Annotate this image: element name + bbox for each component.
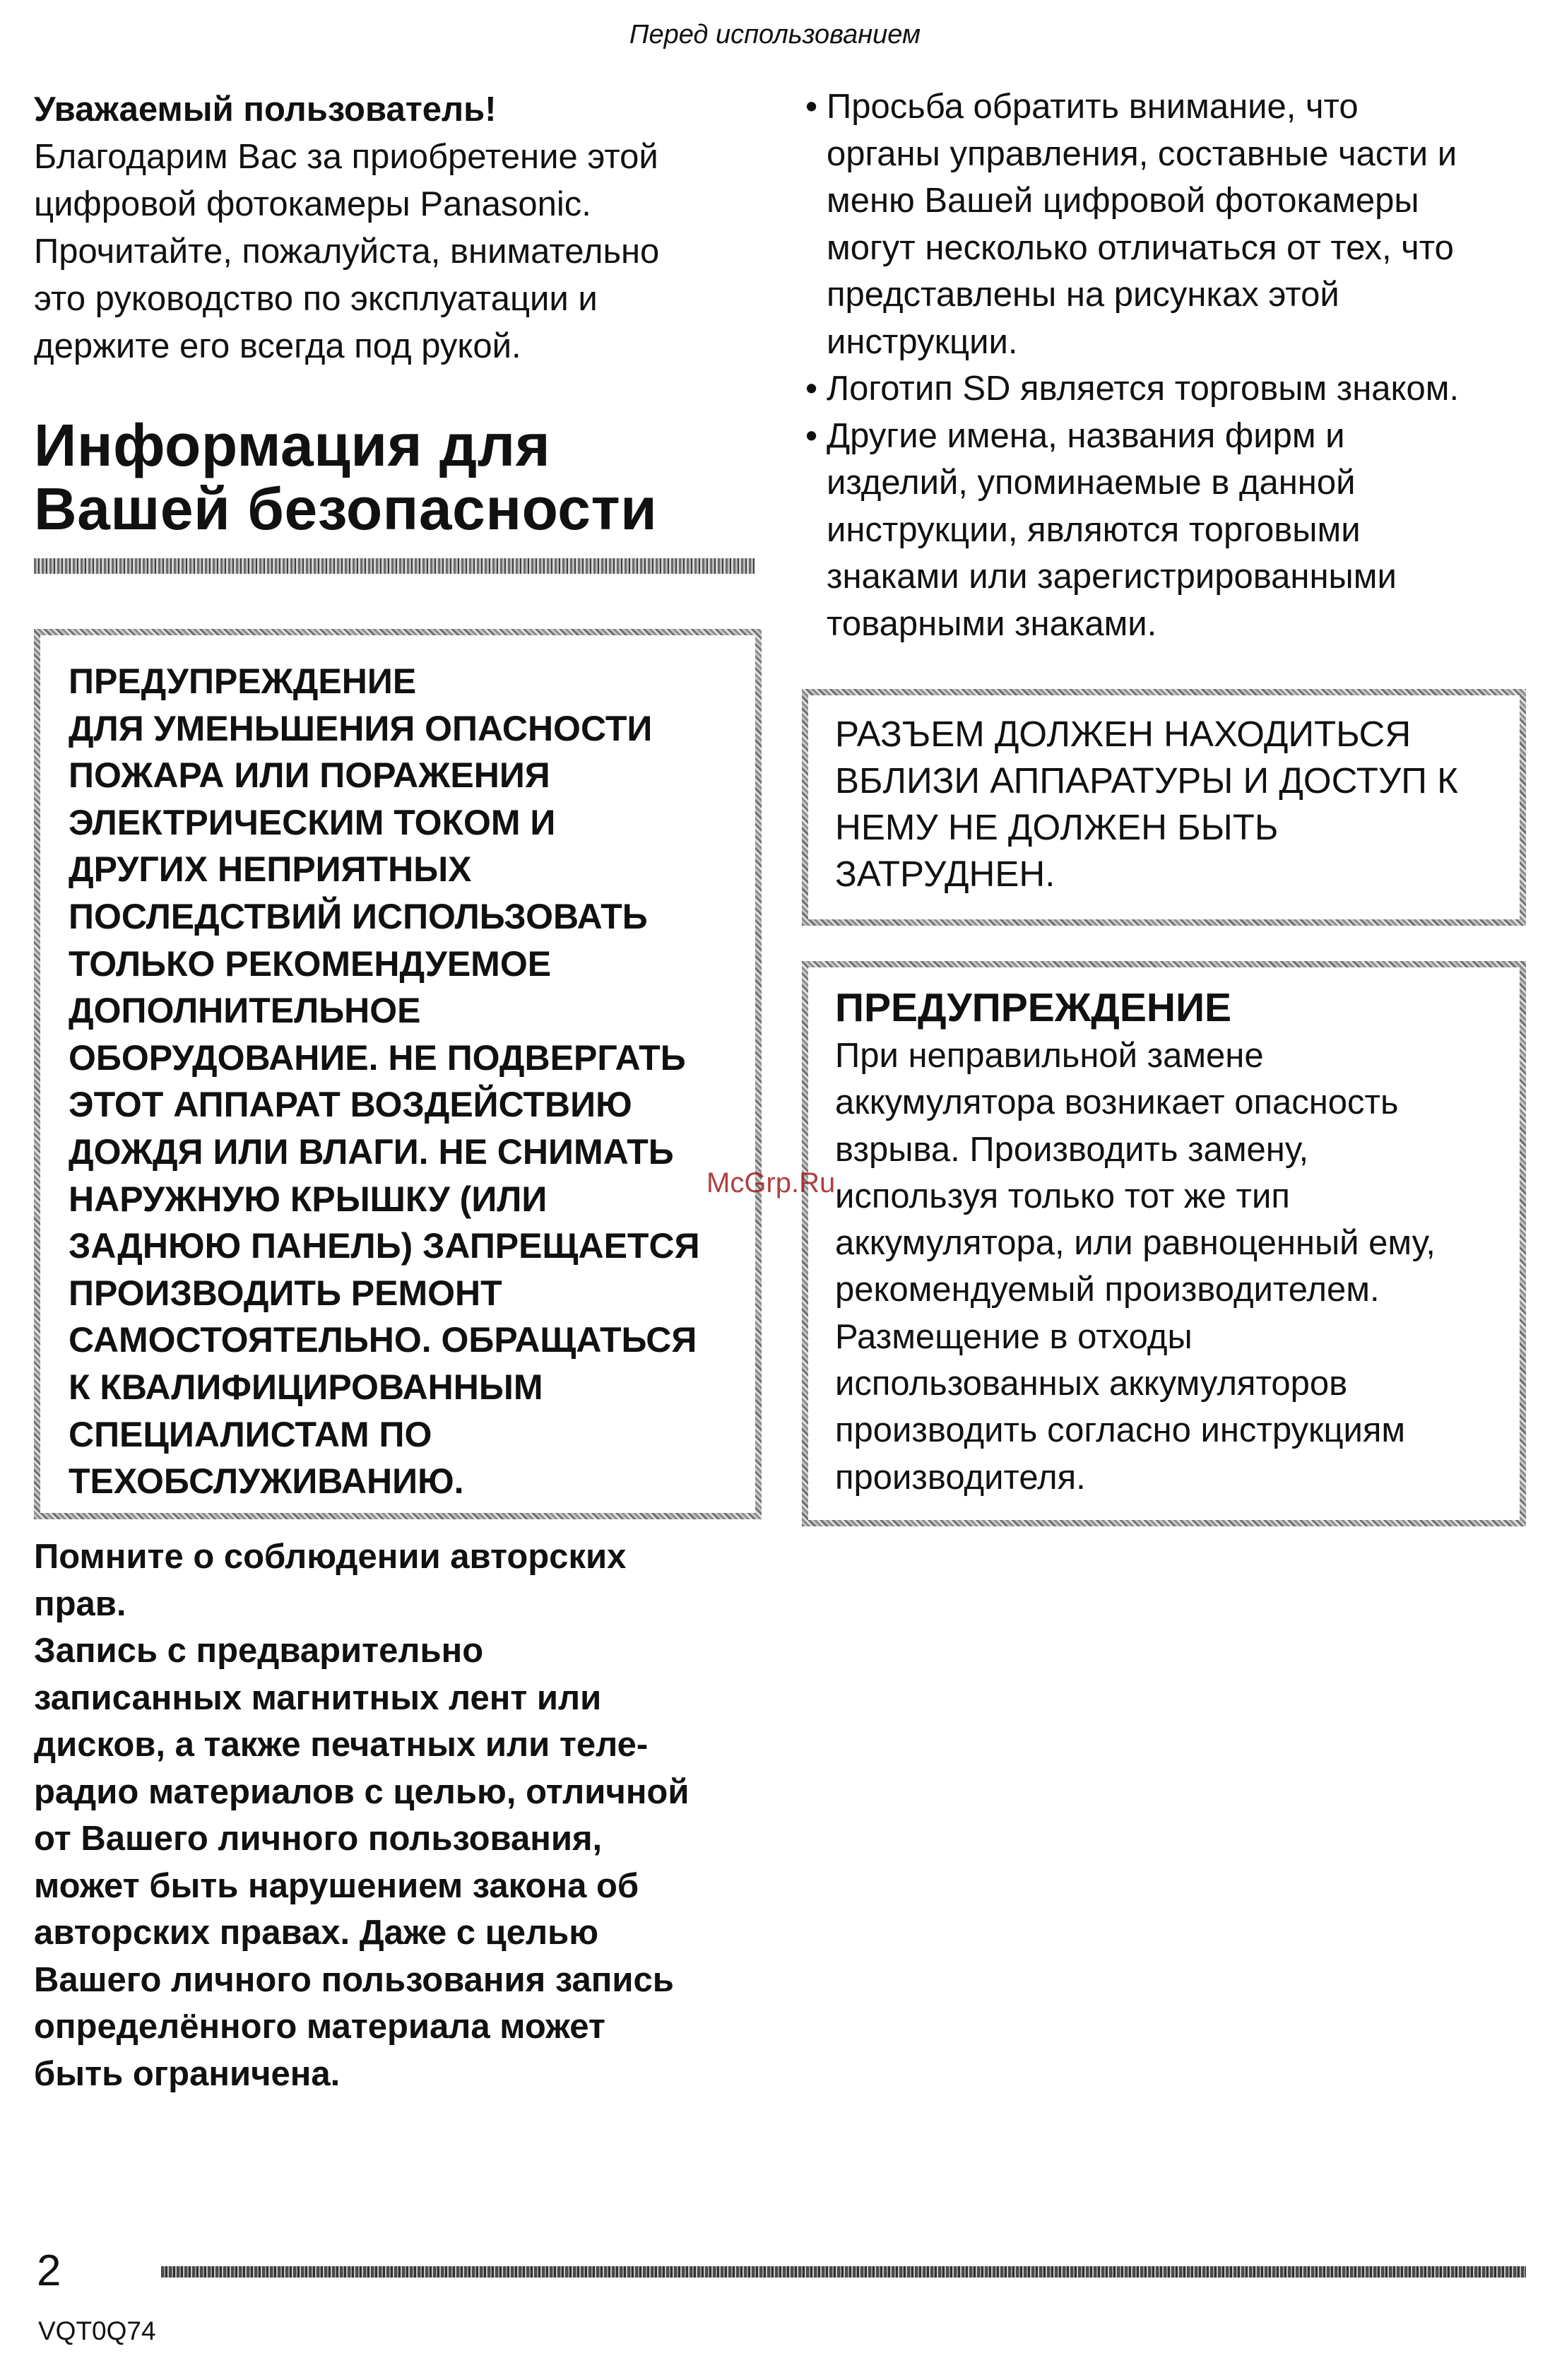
- battery-warning-box: [802, 961, 1526, 1526]
- greeting-line: Благодарим Вас за приобретение этой: [34, 138, 658, 176]
- socket-notice-box: [802, 689, 1526, 926]
- socket-line: ВБЛИЗИ АППАРАТУРЫ И ДОСТУП К: [835, 760, 1458, 801]
- note-line: представлены на рисунках этой: [827, 276, 1339, 314]
- battery-line: аккумулятора, или равноценный ему,: [835, 1224, 1436, 1263]
- bullet-icon: •: [805, 370, 818, 408]
- copyright-line: быть ограничена.: [34, 2054, 341, 2093]
- note-line: могут несколько отличаться от тех, что: [827, 228, 1454, 267]
- model-code: VQT0Q74: [38, 2316, 156, 2345]
- warning-line: ЭЛЕКТРИЧЕСКИМ ТОКОМ И: [69, 802, 556, 842]
- copyright-line: Вашего личного пользования запись: [34, 1960, 674, 1999]
- battery-line: аккумулятора возникает опасность: [835, 1083, 1399, 1122]
- warning-line: ОБОРУДОВАНИЕ. НЕ ПОДВЕРГАТЬ: [69, 1037, 686, 1078]
- socket-line: НЕМУ НЕ ДОЛЖЕН БЫТЬ: [835, 807, 1279, 847]
- copyright-line: Помните о соблюдении авторских: [34, 1538, 627, 1576]
- warning-line: ПОЖАРА ИЛИ ПОРАЖЕНИЯ: [69, 755, 550, 796]
- list-item: [805, 83, 1519, 365]
- battery-warning-text: [835, 1032, 1493, 1501]
- greeting-salutation: Уважаемый пользователь!: [34, 90, 497, 129]
- battery-line: используя только тот же тип: [835, 1177, 1290, 1215]
- note-line: Другие имена, названия фирм и: [827, 416, 1345, 455]
- copyright-line: дисков, а также печатных или теле-: [34, 1726, 649, 1764]
- warning-line: САМОСТОЯТЕЛЬНО. ОБРАЩАТЬСЯ: [69, 1320, 697, 1360]
- note-line: меню Вашей цифровой фотокамеры: [827, 182, 1419, 220]
- copyright-line: Запись с предварительно: [34, 1632, 484, 1670]
- battery-line: производителя.: [835, 1458, 1086, 1497]
- note-line: изделий, упоминаемые в данной: [827, 464, 1356, 502]
- battery-line: При неправильной замене: [835, 1037, 1264, 1075]
- warning-line: ДОЖДЯ ИЛИ ВЛАГИ. НЕ СНИМАТЬ: [69, 1131, 674, 1172]
- warning-line: НАРУЖНУЮ КРЫШКУ (ИЛИ: [69, 1179, 548, 1219]
- battery-line: производить согласно инструкциям: [835, 1411, 1406, 1450]
- bullet-icon: •: [805, 88, 818, 126]
- socket-text: [835, 711, 1493, 897]
- copyright-line: записанных магнитных лент или: [34, 1678, 602, 1717]
- note-line: инструкции.: [827, 322, 1018, 361]
- warning-line: ЭТОТ АППАРАТ ВОЗДЕЙСТВИЮ: [69, 1085, 632, 1125]
- copyright-line: определённого материала может: [34, 2008, 605, 2046]
- socket-line: ЗАТРУДНЕН.: [835, 854, 1055, 894]
- bullet-icon: •: [805, 416, 818, 455]
- copyright-line: от Вашего личного пользования,: [34, 1820, 603, 1858]
- greeting-line: Прочитайте, пожалуйста, внимательно: [34, 232, 660, 271]
- warning-line: ПРОИЗВОДИТЬ РЕМОНТ: [69, 1273, 502, 1313]
- battery-line: Размещение в отходы: [835, 1317, 1193, 1356]
- battery-line: взрыва. Производить замену,: [835, 1130, 1309, 1169]
- battery-warning-title: ПРЕДУПРЕЖДЕНИЕ: [835, 985, 1232, 1030]
- running-header: Перед использованием: [629, 20, 921, 49]
- section-title: [34, 413, 762, 541]
- page-number: 2: [37, 2246, 61, 2295]
- fire-shock-warning-box: [34, 629, 762, 1519]
- warning-text: [69, 658, 727, 1505]
- battery-line: использованных аккумуляторов: [835, 1365, 1348, 1403]
- greeting-line: держите его всегда под рукой.: [34, 327, 521, 365]
- note-line: Логотип SD является торговым знаком.: [827, 370, 1460, 408]
- copyright-line: радио материалов с целью, отличной: [34, 1772, 690, 1811]
- note-line: Просьба обратить внимание, что: [827, 88, 1359, 126]
- section-title-line: Вашей безопасности: [34, 476, 658, 542]
- section-title-line: Информация для: [34, 412, 551, 478]
- footer-rule: [161, 2266, 1526, 2278]
- site-watermark: McGrp.Ru: [706, 1167, 836, 1198]
- notes-list: [805, 83, 1519, 647]
- copyright-notice: [34, 1533, 762, 2097]
- warning-line: ЗАДНЮЮ ПАНЕЛЬ) ЗАПРЕЩАЕТСЯ: [69, 1226, 700, 1266]
- warning-line: ПРЕДУПРЕЖДЕНИЕ: [69, 661, 417, 701]
- socket-line: РАЗЪЕМ ДОЛЖЕН НАХОДИТЬСЯ: [835, 714, 1412, 754]
- copyright-line: авторских правах. Даже с целью: [34, 1914, 599, 1952]
- warning-line: ДОПОЛНИТЕЛЬНОЕ: [69, 991, 421, 1031]
- warning-line: СПЕЦИАЛИСТАМ ПО: [69, 1414, 432, 1454]
- warning-line: К КВАЛИФИЦИРОВАННЫМ: [69, 1367, 543, 1407]
- note-line: товарными знаками.: [827, 604, 1157, 643]
- warning-line: ПОСЛЕДСТВИЙ ИСПОЛЬЗОВАТЬ: [69, 896, 648, 936]
- copyright-line: может быть нарушением закона об: [34, 1866, 639, 1905]
- greeting-line: цифровой фотокамеры Panasonic.: [34, 185, 591, 223]
- warning-line: ДРУГИХ НЕПРИЯТНЫХ: [69, 849, 472, 890]
- warning-line: ТОЛЬКО РЕКОМЕНДУЕМОЕ: [69, 943, 552, 984]
- warning-line: ТЕХОБСЛУЖИВАНИЮ.: [69, 1461, 464, 1502]
- heading-underline: [34, 558, 755, 574]
- note-line: знаками или зарегистрированными: [827, 558, 1397, 596]
- warning-line: ДЛЯ УМЕНЬШЕНИЯ ОПАСНОСТИ: [69, 708, 653, 748]
- list-item: [805, 365, 1519, 413]
- battery-line: рекомендуемый производителем.: [835, 1271, 1380, 1309]
- list-item: [805, 413, 1519, 648]
- copyright-line: прав.: [34, 1584, 126, 1623]
- greeting-block: [34, 86, 762, 370]
- greeting-line: это руководство по эксплуатации и: [34, 280, 598, 318]
- note-line: органы управления, составные части и: [827, 134, 1457, 173]
- note-line: инструкции, являются торговыми: [827, 510, 1361, 549]
